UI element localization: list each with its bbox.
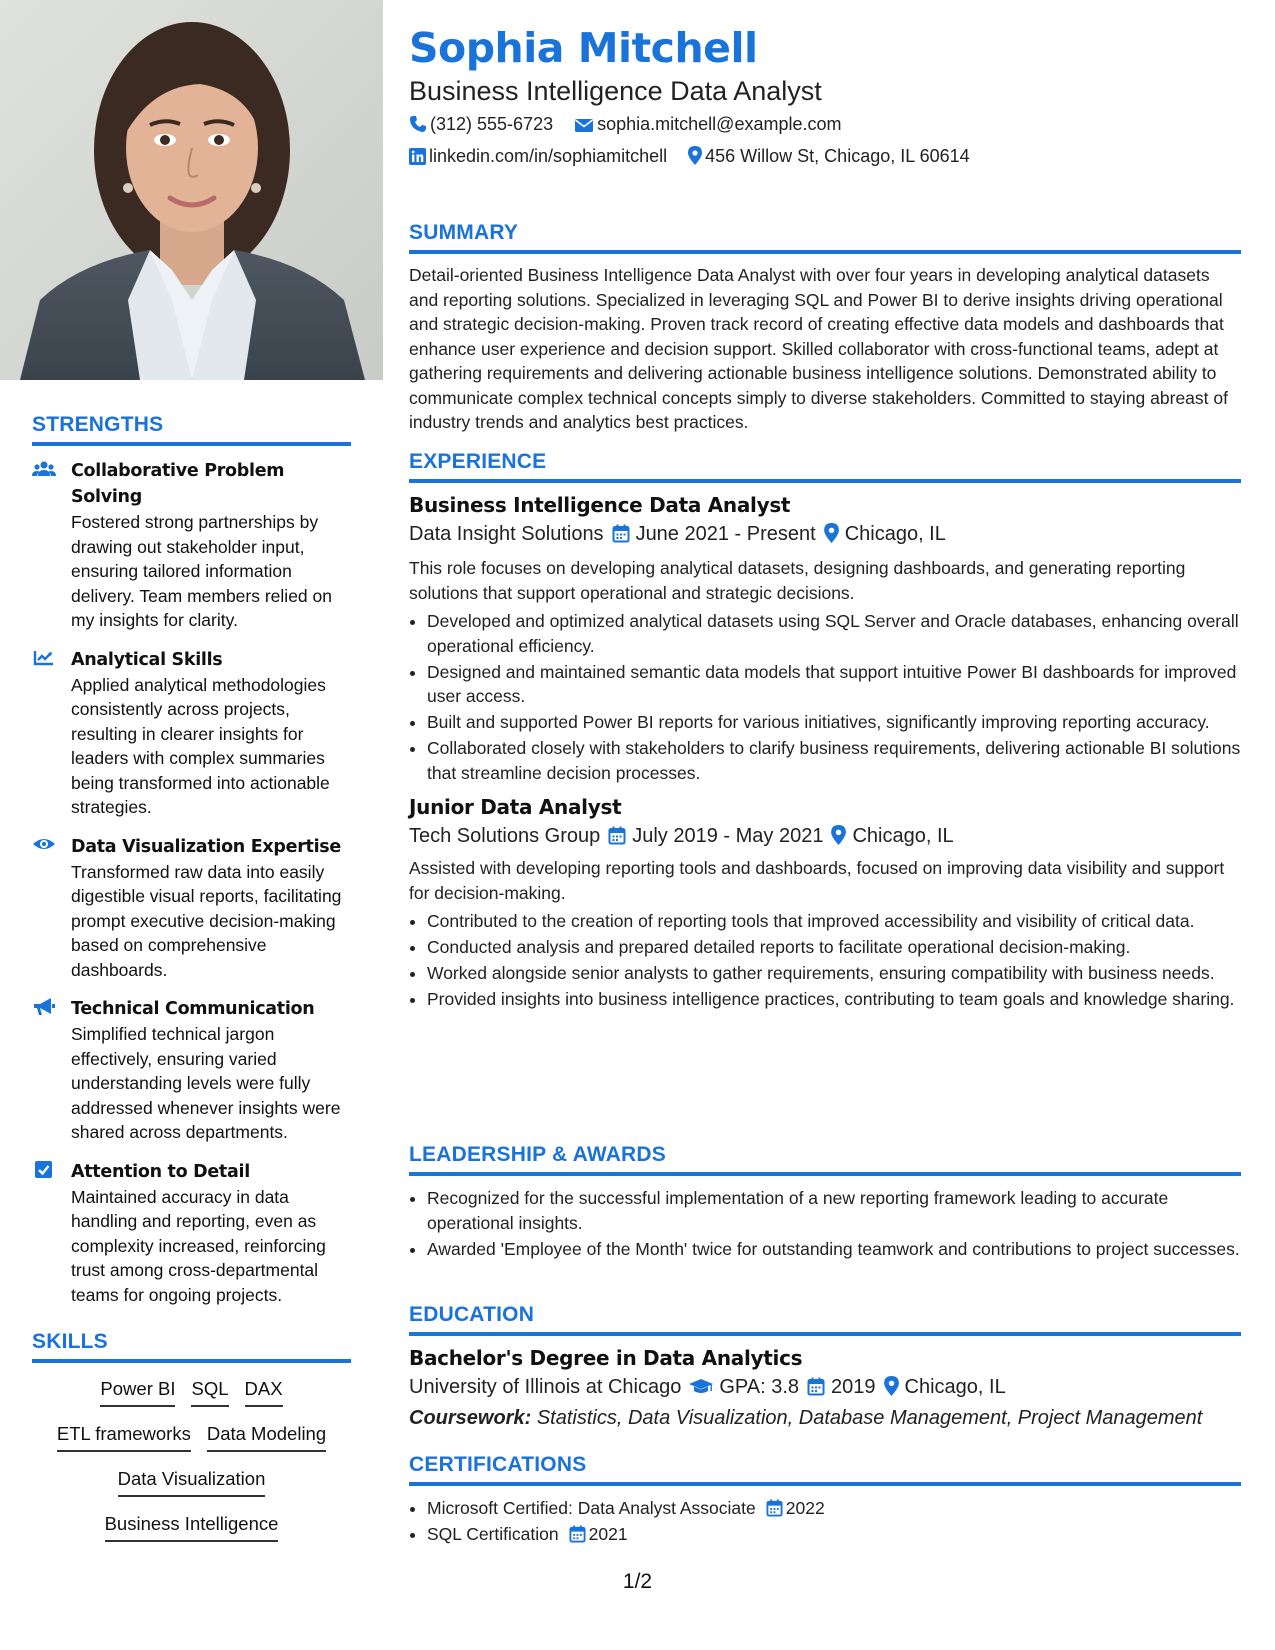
address-text: 456 Willow St, Chicago, IL 60614 — [705, 146, 970, 166]
skill-tag: Business Intelligence — [105, 1512, 279, 1542]
leadership-bullet: • Awarded 'Employee of the Month' twice for outstanding teamwork and contributions to project successes. — [427, 1237, 1241, 1262]
certifications-rule — [409, 1482, 1241, 1486]
job-description: Assisted with developing reporting tools and dashboards, focused on improving data visibility and support for decision-making. — [409, 858, 1225, 903]
skills-section — [32, 1330, 351, 1545]
strength-desc: Maintained accuracy in data handling and reporting, even as complexity increased, reinforcing trust among cross-departmental teams for ongoing projects. — [71, 1186, 326, 1305]
job-bullet: • Designed and maintained semantic data models that support intuitive Power BI dashboards for improved user access. — [427, 660, 1241, 709]
map-pin-icon — [688, 146, 702, 165]
email-link[interactable]: sophia.mitchell@example.com — [597, 114, 842, 134]
job-title: Junior Data Analyst — [409, 795, 622, 819]
skill-tag: ETL frameworks — [57, 1422, 191, 1452]
leadership-heading: LEADERSHIP & AWARDS — [409, 1143, 666, 1166]
skill-tag: Data Visualization — [118, 1467, 266, 1497]
job-company: Tech Solutions Group — [409, 825, 601, 847]
certification-name: SQL Certification — [427, 1524, 559, 1544]
job-bullet: • Worked alongside senior analysts to gather requirements, ensuring compatibility with business needs. — [427, 961, 1241, 986]
profile-photo — [0, 0, 383, 380]
calendar-icon — [612, 524, 630, 543]
candidate-role: Business Intelligence Data Analyst — [409, 76, 822, 106]
strength-desc: Fostered strong partnerships by drawing out stakeholder input, ensuring tailored information delivery. Team members relied on my insights for clarity. — [71, 512, 332, 630]
phone-icon — [409, 115, 427, 133]
job-location: Chicago, IL — [852, 825, 954, 847]
contact-row-1 — [409, 114, 857, 135]
strength-desc: Transformed raw data into easily digestible visual reports, facilitating prompt executive decision-making based on comprehensive dashboards. — [71, 861, 342, 980]
summary-heading: SUMMARY — [409, 221, 519, 244]
job-bullet: • Conducted analysis and prepared detailed reports to facilitate operational decision-making. — [427, 935, 1241, 960]
coursework-label: Coursework: — [409, 1407, 532, 1429]
linkedin-link[interactable]: linkedin.com/in/sophiamitchell — [429, 146, 668, 166]
envelope-icon — [574, 117, 594, 133]
linkedin-icon — [409, 148, 426, 165]
experience-section — [409, 450, 1241, 1013]
job-entry — [409, 493, 1241, 785]
leadership-bullets — [409, 1186, 1241, 1261]
job-location: Chicago, IL — [844, 523, 946, 545]
contact-row-2 — [409, 146, 986, 167]
calendar-icon — [569, 1525, 586, 1543]
job-meta — [409, 825, 1241, 848]
strength-desc: Applied analytical methodologies consistently across projects, resulting in clearer insights for leaders with complex summaries being transformed into actionable strategies. — [71, 674, 330, 817]
phone-text: (312) 555-6723 — [430, 114, 554, 134]
strengths-heading: STRENGTHS — [32, 413, 164, 436]
job-bullet: • Developed and optimized analytical datasets using SQL Server and Oracle databases, enhancing overall operational efficiency. — [427, 609, 1241, 658]
strength-title: Analytical Skills — [71, 649, 223, 670]
job-bullets — [409, 909, 1241, 1012]
left-column — [0, 0, 383, 1650]
job-description: This role focuses on developing analytical datasets, designing dashboards, and generating reporting solutions that support operational and strategic decisions. — [409, 558, 1186, 603]
strength-item — [32, 1159, 351, 1308]
summary-text: Detail-oriented Business Intelligence Data Analyst with over four years in developing analytical datasets and reporting solutions. Specialized in leveraging SQL and Power BI to derive insights driving operational and strategic decision-making. Proven track record of creating effective data models and dashboards that enhance user experience and decision support. Skilled collaborator with cross-functional teams, adept at gathering requirements and delivering actionable business intelligence solutions. Demonstrated ability to communicate complex technical concepts simply to diverse stakeholders. Committed to staying abreast of industry trends and analytics best practices. — [409, 265, 1228, 432]
job-bullet: • Built and supported Power BI reports for various initiatives, significantly improving reporting accuracy. — [427, 710, 1241, 735]
job-meta — [409, 523, 1241, 546]
job-bullets — [409, 609, 1241, 785]
users-icon — [32, 459, 56, 479]
job-dates: July 2019 - May 2021 — [632, 825, 824, 847]
strength-item — [32, 996, 351, 1145]
certification-year: 2021 — [588, 1524, 628, 1544]
job-bullet: • Contributed to the creation of reporting tools that improved accessibility and visibility of critical data. — [427, 909, 1241, 934]
page-number: 1/2 — [622, 1570, 653, 1593]
skill-tag: SQL — [191, 1377, 228, 1407]
education-section — [409, 1303, 1241, 1430]
leadership-section — [409, 1143, 1241, 1263]
strength-item — [32, 834, 351, 983]
leadership-bullet: • Recognized for the successful implementation of a new reporting framework leading to accurate operational insights. — [427, 1186, 1241, 1235]
job-company: Data Insight Solutions — [409, 523, 604, 545]
job-dates: June 2021 - Present — [635, 523, 816, 545]
certification-name: Microsoft Certified: Data Analyst Associate — [427, 1498, 756, 1518]
skill-tag: Data Modeling — [207, 1422, 326, 1452]
checkbox-icon — [32, 1160, 56, 1180]
candidate-name: Sophia Mitchell — [409, 24, 758, 72]
chart-line-icon — [32, 648, 56, 668]
strength-item — [32, 458, 351, 633]
experience-rule — [409, 479, 1241, 483]
education-heading: EDUCATION — [409, 1303, 535, 1326]
school-name: University of Illinois at Chicago — [409, 1376, 682, 1398]
job-title: Business Intelligence Data Analyst — [409, 493, 791, 517]
skills-list — [32, 1377, 351, 1545]
summary-section — [409, 221, 1241, 435]
certification-list — [409, 1496, 1241, 1547]
strength-desc: Simplified technical jargon effectively, ensuring varied understanding levels were fully addressed whenever insights were shared across departments. — [71, 1024, 341, 1142]
summary-rule — [409, 250, 1241, 254]
certifications-section — [409, 1453, 1241, 1548]
strength-title: Technical Communication — [71, 999, 315, 1019]
calendar-icon — [608, 826, 626, 845]
strength-item — [32, 647, 351, 820]
education-meta — [409, 1376, 1241, 1399]
strength-title: Data Visualization Expertise — [71, 836, 341, 857]
eye-icon — [32, 835, 56, 855]
skills-rule — [32, 1359, 351, 1363]
bullhorn-icon — [32, 997, 56, 1017]
degree-title: Bachelor's Degree in Data Analytics — [409, 1346, 803, 1370]
strength-title: Attention to Detail — [71, 1161, 250, 1182]
skills-heading: SKILLS — [32, 1330, 108, 1353]
experience-heading: EXPERIENCE — [409, 450, 547, 473]
leadership-rule — [409, 1172, 1241, 1176]
certifications-heading: CERTIFICATIONS — [409, 1453, 587, 1476]
education-rule — [409, 1332, 1241, 1336]
certification-item — [427, 1522, 1241, 1547]
linkedin-item[interactable] — [409, 146, 667, 167]
map-pin-icon — [884, 1376, 899, 1396]
job-bullet: • Collaborated closely with stakeholders to clarify business requirements, delivering actionable BI solutions that streamline decision processes. — [427, 736, 1241, 785]
coursework — [409, 1407, 1241, 1430]
strengths-rule — [32, 442, 351, 446]
coursework-text: Statistics, Data Visualization, Database Management, Project Management — [536, 1407, 1203, 1429]
email-item[interactable] — [574, 114, 841, 135]
strengths-section — [32, 413, 351, 1307]
job-bullet: • Provided insights into business intelligence practices, contributing to team goals and knowledge sharing. — [427, 987, 1241, 1012]
calendar-icon — [766, 1499, 783, 1517]
skill-tag: Power BI — [100, 1377, 175, 1407]
education-location: Chicago, IL — [904, 1376, 1006, 1398]
graduation-year: 2019 — [831, 1376, 876, 1398]
map-pin-icon — [824, 523, 839, 543]
calendar-icon — [807, 1377, 825, 1396]
certification-year: 2022 — [785, 1498, 825, 1518]
strength-title: Collaborative Problem Solving — [71, 461, 285, 507]
graduation-cap-icon — [689, 1378, 713, 1396]
skill-tag: DAX — [245, 1377, 283, 1407]
gpa: GPA: 3.8 — [719, 1376, 800, 1398]
phone-item — [409, 114, 553, 135]
job-entry — [409, 795, 1241, 1012]
address-item — [688, 146, 969, 167]
certification-item — [427, 1496, 1241, 1521]
map-pin-icon — [831, 825, 846, 845]
